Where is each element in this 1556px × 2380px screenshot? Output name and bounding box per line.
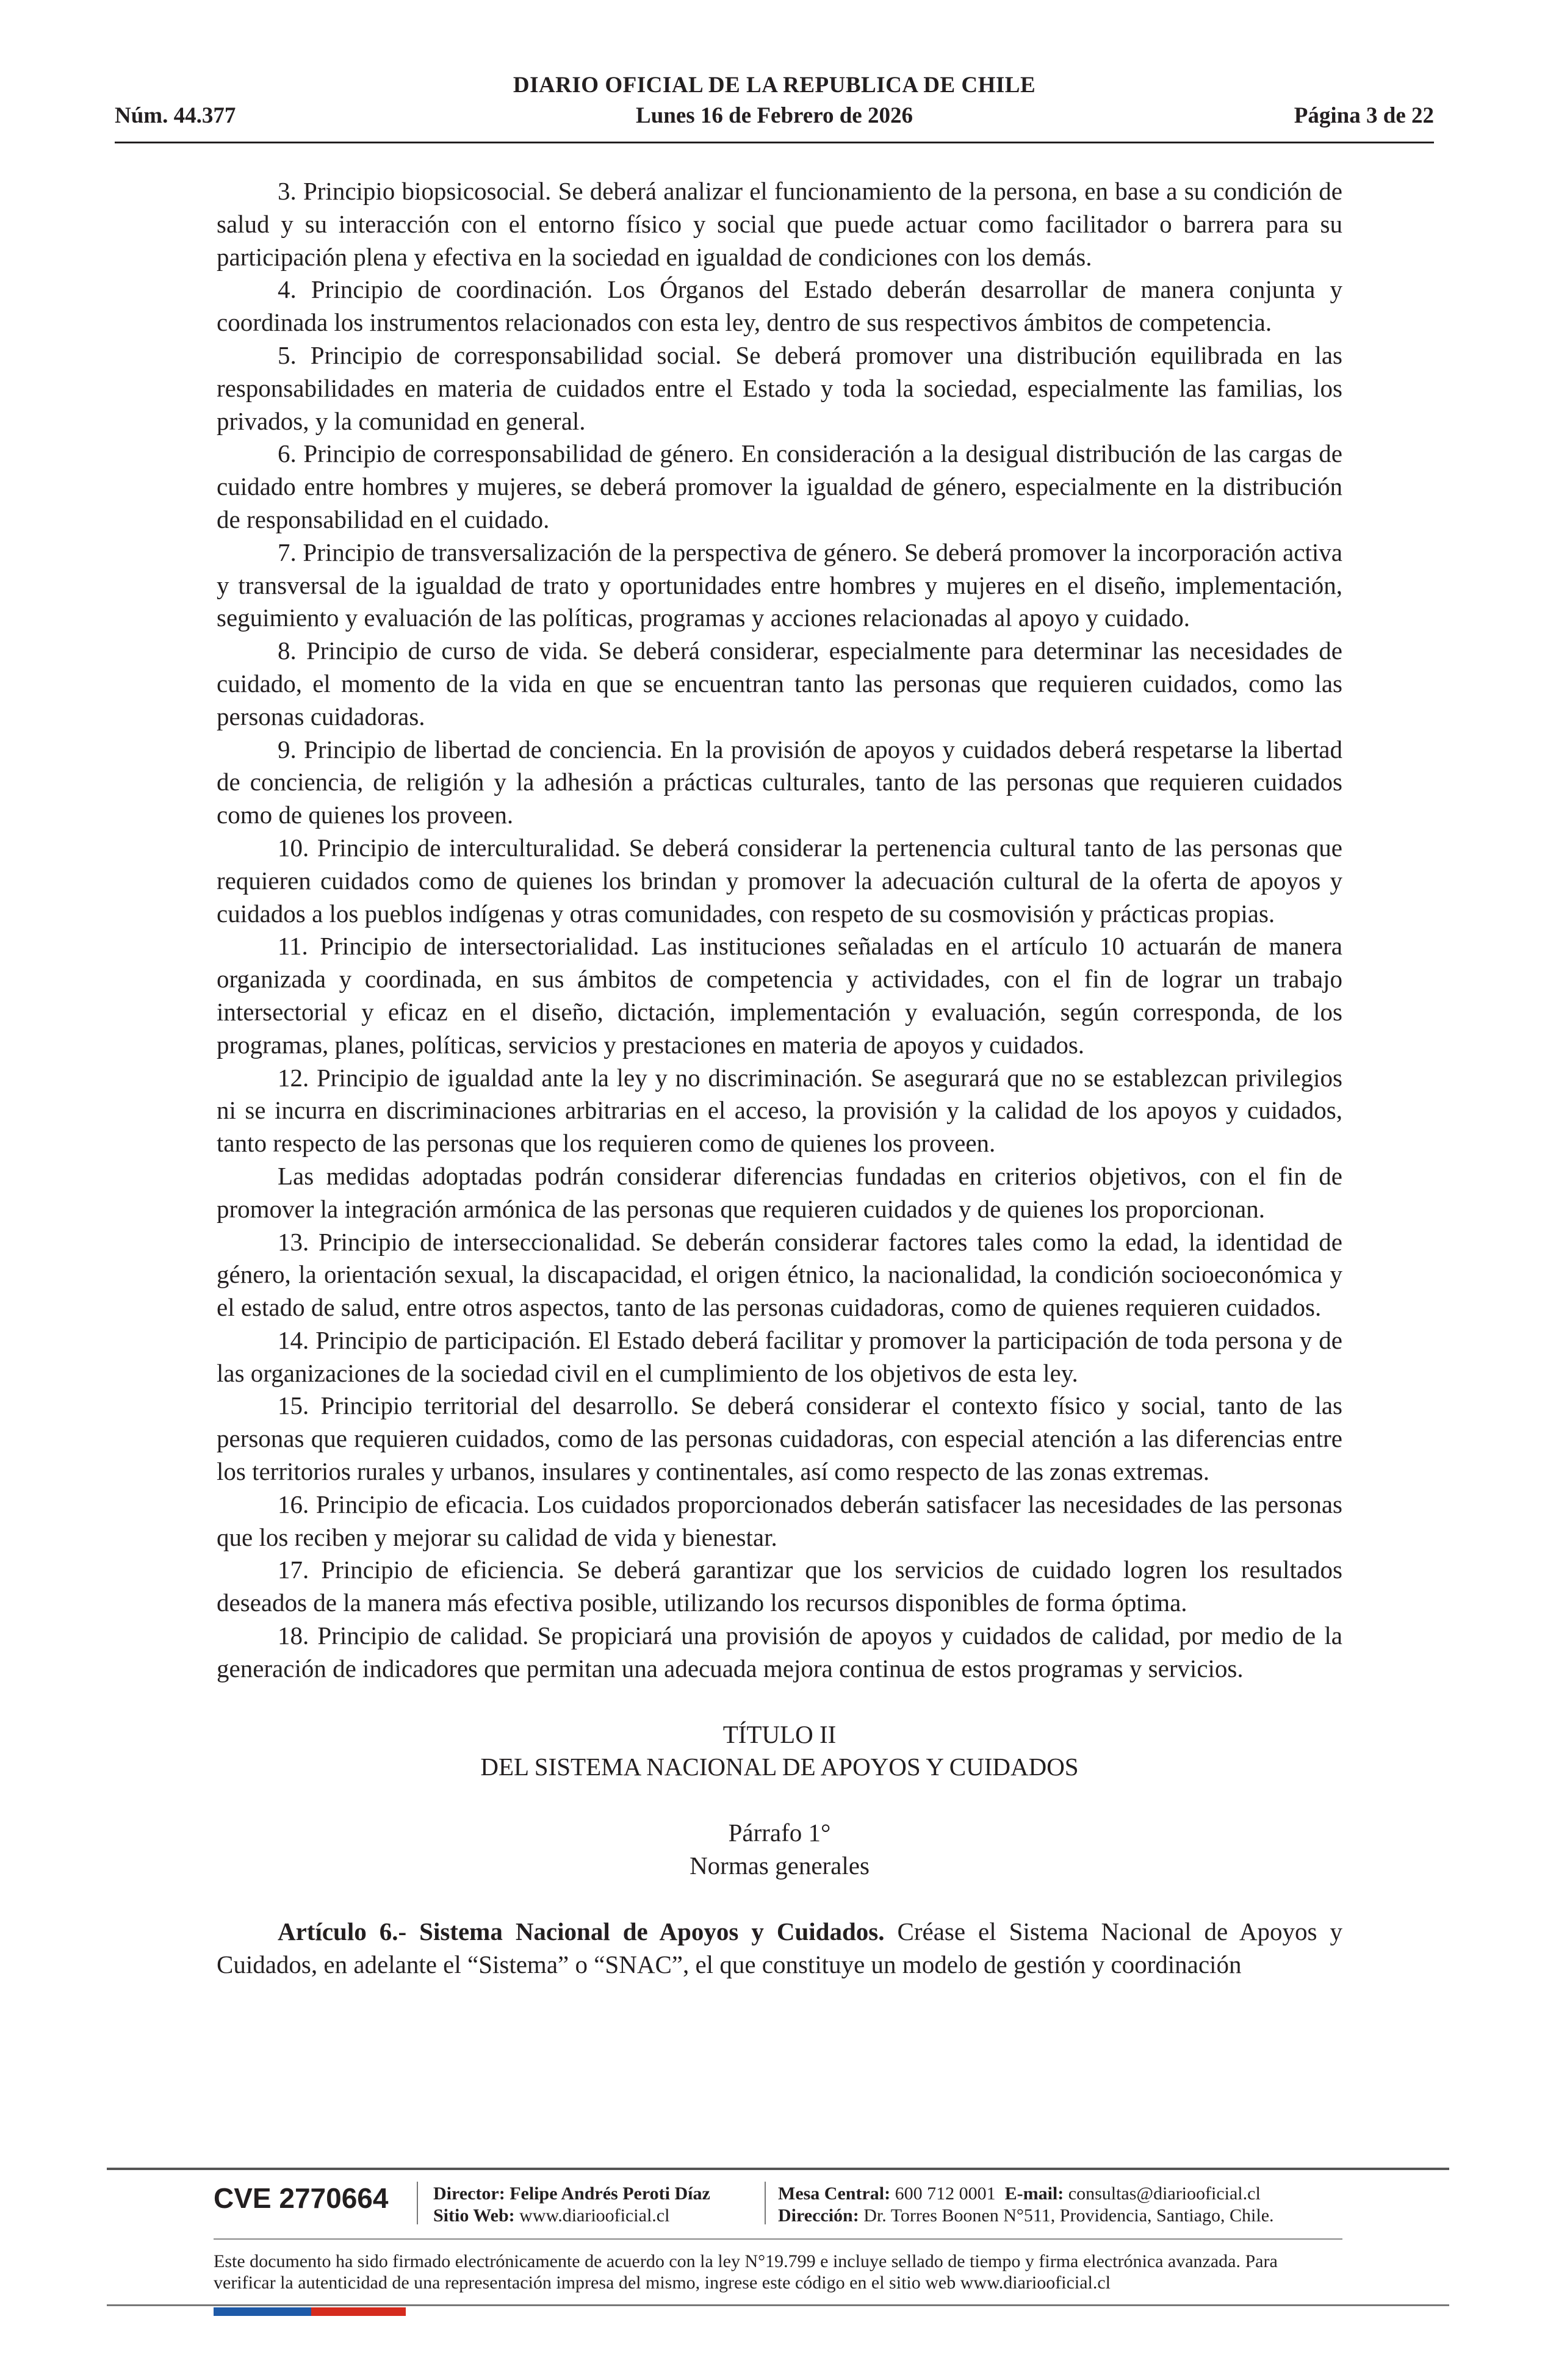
paragraph-name: Normas generales: [690, 1852, 870, 1880]
principle-paragraph: 9. Principio de libertad de conciencia. En la provisión de apoyos y cuidados deberá respetarse la libertad de conciencia, de religión y la adhesión a prácticas culturales, tanto de las personas que requieren cuidados como de quienes los proveen.: [217, 735, 1342, 829]
mesa-phone: 600 712 0001: [895, 2183, 996, 2204]
principle-paragraph: 13. Principio de interseccionalidad. Se deberán considerar factores tales como la edad, la identidad de género, la orientación sexual, la discapacidad, el origen étnico, la nacionalidad, la condición socioeconómica y el estado de salud, entre otros aspectos, tanto de las personas cuidadoras, como de quienes requieren cuidados.: [217, 1227, 1342, 1322]
document-body: [217, 175, 1342, 1981]
header-divider: [115, 142, 1434, 143]
footer-director-block: [433, 2183, 710, 2227]
flag-stripe-red: [311, 2307, 406, 2316]
principle-paragraph: 14. Principio de participación. El Estado deberá facilitar y promover la participación de toda persona y de las organizaciones de la sociedad civil en el cumplimiento de los objetivos de esta ley.: [217, 1325, 1342, 1387]
mesa-label: Mesa Central:: [778, 2183, 891, 2204]
footer-divider: [107, 2168, 1449, 2170]
footer-divider: [214, 2238, 1342, 2240]
article-6-heading: Artículo 6.- Sistema Nacional de Apoyos y Cuidados.: [278, 1917, 885, 1945]
director-label: Director:: [433, 2183, 505, 2204]
spacer: [217, 1784, 1342, 1817]
principle-paragraph: 17. Principio de eficiencia. Se deberá garantizar que los servicios de cuidado logren los resultados deseados de la manera más efectiva posible, utilizando los recursos disponibles de forma óptima.: [217, 1556, 1342, 1617]
address-label: Dirección:: [778, 2205, 859, 2226]
address-value: Dr. Torres Boonen N°511, Providencia, Santiago, Chile.: [863, 2205, 1274, 2226]
principle-paragraph: 15. Principio territorial del desarrollo. Se deberá considerar el contexto físico y social, tanto de las personas que requieren cuidados, como de las personas cuidadoras, con especial atención a las diferencias entre los territorios rurales y urbanos, insulares y continentales, así como respecto de las zonas extremas.: [217, 1391, 1342, 1486]
email-link[interactable]: consultas@diariooficial.cl: [1068, 2183, 1261, 2204]
principle-paragraph: 8. Principio de curso de vida. Se deberá considerar, especialmente para determinar las necesidades de cuidado, el momento de la vida en que se encuentran tanto las personas que requieren cuidados, como las personas cuidadoras.: [217, 636, 1342, 730]
spacer: [217, 1686, 1342, 1718]
footer-divider: [107, 2304, 1449, 2306]
website-link[interactable]: www.diariooficial.cl: [519, 2205, 670, 2226]
principle-paragraph: Las medidas adoptadas podrán considerar diferencias fundadas en criterios objetivos, con el fin de promover la integración armónica de las personas que requieren cuidados y de quienes los proporcionan.: [217, 1161, 1342, 1223]
principle-paragraph: 6. Principio de corresponsabilidad de género. En consideración a la desigual distribución de las cargas de cuidado entre hombres y mujeres, se deberá promover la igualdad de género, especialmente en la distribución de responsabilidad en el cuidado.: [217, 439, 1342, 533]
article-6: [217, 1916, 1342, 1982]
principle-paragraph: 16. Principio de eficacia. Los cuidados proporcionados deberán satisfacer las necesidades de las personas que los reciben y mejorar su calidad de vida y bienestar.: [217, 1490, 1342, 1551]
director-name: Felipe Andrés Peroti Díaz: [510, 2183, 710, 2204]
issue-number: Núm. 44.377: [115, 103, 236, 128]
principle-paragraph: 12. Principio de igualdad ante la ley y no discriminación. Se asegurará que no se establezcan privilegios ni se incurra en discriminaciones arbitrarias en el acceso, la provisión y la calidad de los apoyos y cuidados, tanto respecto de las personas que los requieren como de quienes los proveen.: [217, 1063, 1342, 1158]
principle-paragraph: 3. Principio biopsicosocial. Se deberá analizar el funcionamiento de la persona, en base a su condición de salud y su interacción con el entorno físico y social que puede actuar como facilitador o barrera para su participación plena y efectiva en la sociedad en igualdad de condiciones con los demás.: [217, 177, 1342, 271]
title-name: DEL SISTEMA NACIONAL DE APOYOS Y CUIDADOS: [480, 1753, 1079, 1781]
website-label: Sitio Web:: [433, 2205, 515, 2226]
footer-separator: [417, 2182, 418, 2224]
newspaper-title: DIARIO OFICIAL DE LA REPUBLICA DE CHILE: [513, 73, 1036, 98]
legal-notice: Este documento ha sido firmado electrónicamente de acuerdo con la ley N°19.799 e incluye sellado de tiempo y firma electrónica avanzada. Para verificar la autenticidad de una representación impresa del mismo, ingrese este código en el sitio web www.diariooficial.cl: [214, 2251, 1278, 2293]
page-number: Página 3 de 22: [1294, 103, 1434, 128]
principle-paragraph: 18. Principio de calidad. Se propiciará una provisión de apoyos y cuidados de calidad, por medio de la generación de indicadores que permitan una adecuada mejora continua de estos programas y servicios.: [217, 1621, 1342, 1682]
paragraph-heading: Párrafo 1°: [728, 1819, 831, 1847]
email-label: E-mail:: [1004, 2183, 1064, 2204]
principle-paragraph: 5. Principio de corresponsabilidad social. Se deberá promover una distribución equilibrada en las responsabilidades en materia de cuidados entre el Estado y toda la sociedad, especialmente las familias, los privados, y la comunidad en general.: [217, 341, 1342, 435]
footer-contact-block: [778, 2183, 1274, 2227]
issue-date: Lunes 16 de Febrero de 2026: [636, 103, 913, 128]
spacer: [217, 1883, 1342, 1916]
footer-separator: [765, 2182, 766, 2224]
principle-paragraph: 10. Principio de interculturalidad. Se deberá considerar la pertenencia cultural tanto de las personas que requieren cuidados como de quienes los brindan y promover la adecuación cultural de la oferta de apoyos y cuidados a los pueblos indígenas y otras comunidades, con respeto de su cosmovisión y prácticas propias.: [217, 833, 1342, 928]
cve-code: CVE 2770664: [214, 2182, 389, 2214]
flag-stripe-blue: [214, 2307, 311, 2316]
title-heading: TÍTULO II: [722, 1720, 837, 1748]
article-6-text: Créase el Sistema Nacional de Apoyos y Cuidados, en adelante el “Sistema” o “SNAC”, el que constituye un modelo de gestión y coordinación: [217, 1917, 1342, 1978]
principle-paragraph: 11. Principio de intersectorialidad. Las instituciones señaladas en el artículo 10 actuarán de manera organizada y coordinada, en sus ámbitos de competencia y actividades, con el fin de lograr un trabajo intersectorial y eficaz en el diseño, dictación, implementación y evaluación, según corresponda, de los programas, planes, políticas, servicios y prestaciones en materia de apoyos y cuidados.: [217, 932, 1342, 1059]
principle-paragraph: 4. Principio de coordinación. Los Órganos del Estado deberán desarrollar de manera conjunta y coordinada los instrumentos relacionados con esta ley, dentro de sus respectivos ámbitos de competencia.: [217, 275, 1342, 337]
principle-paragraph: 7. Principio de transversalización de la perspectiva de género. Se deberá promover la incorporación activa y transversal de la igualdad de trato y oportunidades entre hombres y mujeres en el diseño, implementación, seguimiento y evaluación de las políticas, programas y acciones relacionadas al apoyo y cuidado.: [217, 538, 1342, 632]
page-header: [115, 72, 1434, 145]
